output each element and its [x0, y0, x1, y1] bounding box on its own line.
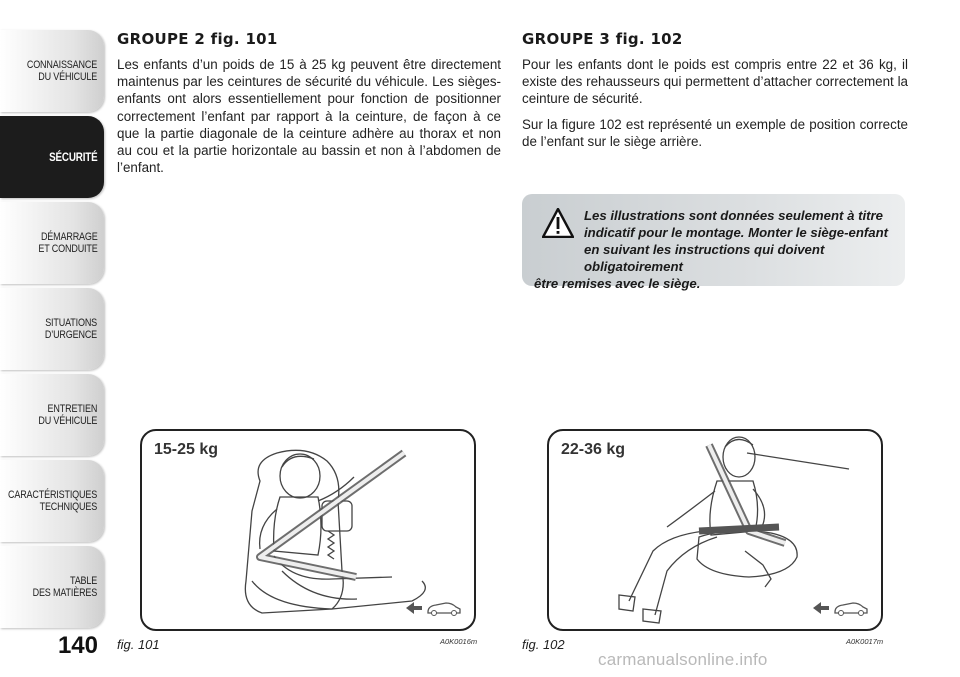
tab-label: CARACTÉRISTIQUES TECHNIQUES	[8, 489, 98, 513]
section-heading: GROUPE 2 fig. 101	[117, 30, 278, 48]
warning-text-first: Les illustrations sont données seulement à titre indicatif pour le montage. Monter le siège-enfant en suivant les instructions qui doivent obligatoirement	[584, 208, 889, 274]
tab-caracteristiques[interactable]	[0, 460, 104, 542]
car-direction-icon	[811, 597, 869, 619]
tab-label: CONNAISSANCE DU VÉHICULE	[27, 59, 98, 83]
section-groupe-2	[117, 30, 501, 184]
warning-text-rest: être remises avec le siège.	[534, 276, 701, 291]
page-number: 140	[57, 632, 98, 659]
figure-102	[547, 429, 883, 631]
weight-label: 22-36 kg	[561, 441, 626, 458]
figure-101	[140, 429, 476, 631]
tab-demarrage[interactable]	[0, 202, 104, 284]
section-groupe-3	[522, 30, 908, 158]
tab-table[interactable]	[0, 546, 104, 628]
tab-label: DÉMARRAGE ET CONDUITE	[38, 231, 98, 255]
tab-label: TABLE DES MATIÈRES	[32, 575, 98, 599]
watermark: carmanualsonline.info	[598, 650, 768, 669]
tab-securite[interactable]	[0, 116, 104, 198]
figure-caption: fig. 102	[522, 637, 565, 652]
car-direction-icon	[404, 597, 462, 619]
tab-label: ENTRETIEN DU VÉHICULE	[38, 403, 98, 427]
warning-box	[522, 194, 905, 291]
section-heading: GROUPE 3 fig. 102	[522, 30, 683, 48]
warning-text	[534, 207, 896, 292]
body-paragraph: Sur la figure 102 est représenté un exemple de position correcte de l’enfant sur le siège arrière.	[522, 116, 908, 149]
tab-entretien[interactable]	[0, 374, 104, 456]
tab-situations[interactable]	[0, 288, 104, 370]
weight-label: 15-25 kg	[154, 441, 219, 458]
tab-label: SÉCURITÉ	[48, 150, 98, 164]
tab-connaissance[interactable]	[0, 30, 104, 112]
figure-code: A0K0017m	[846, 637, 884, 646]
body-paragraph: Les enfants d’un poids de 15 à 25 kg peuvent être directement maintenus par les ceintures de sécurité du véhicule. Les sièges-enfants ont alors essentiellement pour fonction de positionner correctement l’enfant par rapport à la ceinture, de façon à ce que la partie diagonale de la ceinture adhère au thorax et non au cou et la partie horizontale au bassin et non à l’abdomen de l’enfant.	[117, 57, 501, 176]
figure-caption: fig. 101	[117, 637, 160, 652]
body-paragraph: Pour les enfants dont le poids est compris entre 22 et 36 kg, il existe des rehausseurs qui permettent d’attacher correctement la ceinture de sécurité.	[522, 57, 908, 107]
tab-label: SITUATIONS D’URGENCE	[45, 317, 98, 341]
figure-code: A0K0016m	[440, 637, 478, 646]
